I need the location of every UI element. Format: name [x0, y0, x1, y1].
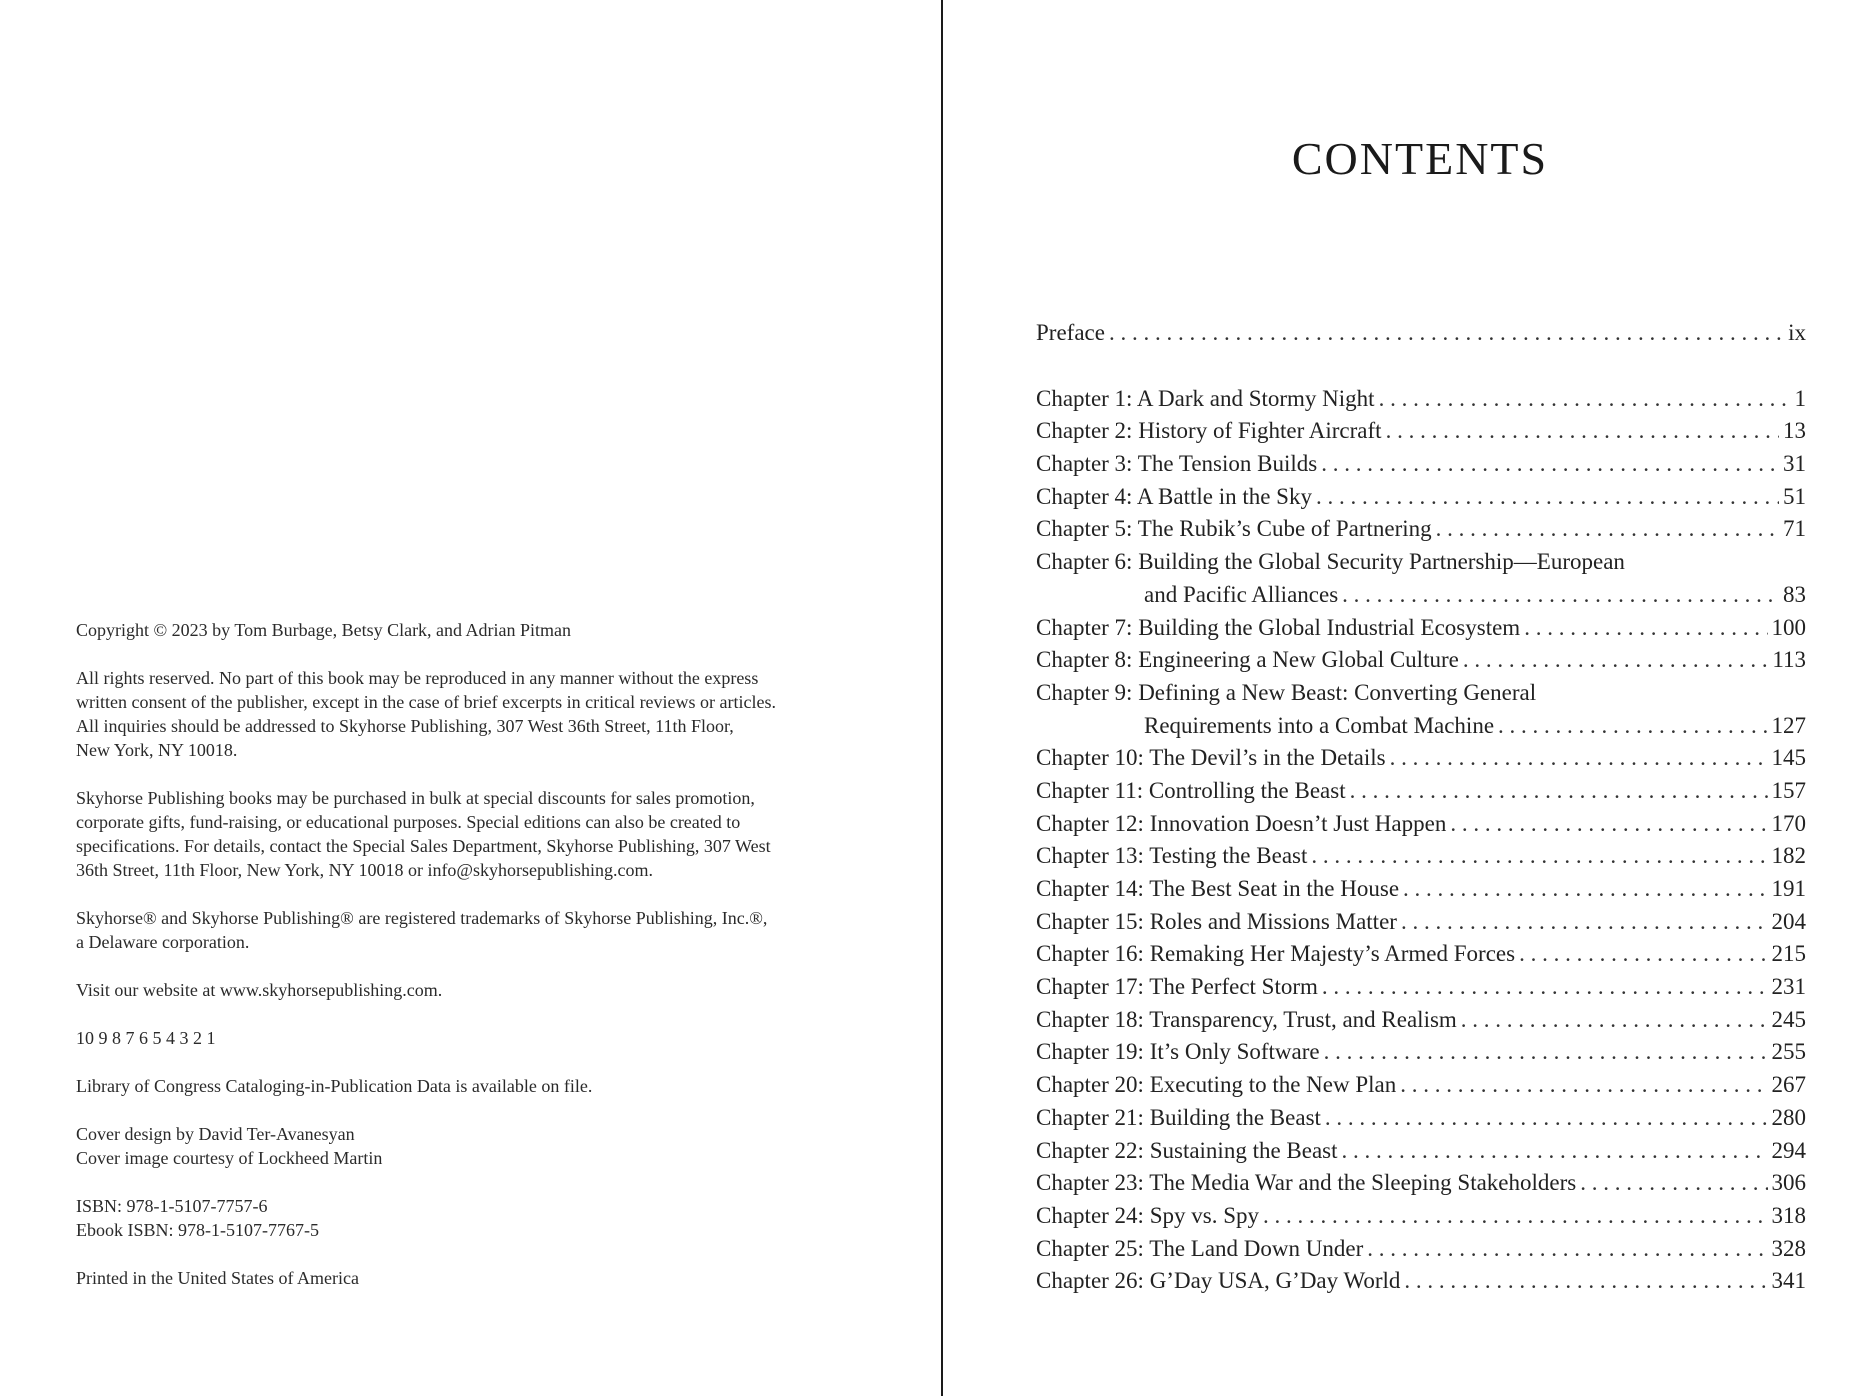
toc-entry-chapter[interactable]: [1036, 1200, 1806, 1233]
dot-leader: [1450, 808, 1767, 841]
dot-leader: [1379, 383, 1791, 416]
bulk-sales-paragraph: [76, 786, 846, 882]
rights-line: written consent of the publisher, except in the case of brief excerpts in critical reviews or articles.: [76, 692, 777, 712]
toc-entry-label: Chapter 3: The Tension Builds: [1036, 451, 1318, 477]
rights-line: All rights reserved. No part of this book may be reproduced in any manner without the express: [76, 668, 759, 688]
toc-entry-label: Chapter 19: It’s Only Software: [1036, 1039, 1320, 1065]
isbn-block: [76, 1194, 846, 1242]
toc-entry-chapter[interactable]: [1036, 906, 1806, 939]
toc-entry-label: Chapter 20: Executing to the New Plan: [1036, 1072, 1397, 1098]
toc-entry-chapter[interactable]: [1036, 1004, 1806, 1037]
toc-entry-chapter[interactable]: [1036, 1102, 1806, 1135]
dot-leader: [1342, 1135, 1768, 1168]
toc-page-number: 215: [1771, 941, 1806, 967]
toc-entry-label: Chapter 23: The Media War and the Sleeping Stakeholders: [1036, 1170, 1577, 1196]
toc-entry-chapter[interactable]: [1036, 1135, 1806, 1168]
toc-entry-chapter[interactable]: [1036, 971, 1806, 1004]
toc-entry-label: Chapter 14: The Best Seat in the House: [1036, 876, 1400, 901]
toc-entry-label: Chapter 25: The Land Down Under: [1036, 1235, 1364, 1261]
printing-numbers: 10 9 8 7 6 5 4 3 2 1: [76, 1028, 216, 1048]
toc-entry-continuation[interactable]: [1036, 710, 1806, 743]
rights-line: All inquiries should be addressed to Skyhorse Publishing, 307 West 36th Street, 11th Floor,: [76, 716, 734, 736]
toc-entry-chapter[interactable]: [1036, 840, 1806, 873]
toc-page-number: 255: [1771, 1039, 1806, 1065]
toc-entry-label: Chapter 21: Building the Beast: [1036, 1104, 1321, 1130]
toc-entry-chapter[interactable]: [1036, 415, 1806, 448]
toc-entry-continuation-label: and Pacific Alliances: [1144, 581, 1339, 607]
dot-leader: [1498, 710, 1767, 743]
cover-image-line: Cover image courtesy of Lockheed Martin: [76, 1148, 383, 1168]
toc-page-number: 1: [1794, 385, 1806, 411]
trademark-line: a Delaware corporation.: [76, 932, 250, 952]
dot-leader: [1436, 513, 1779, 546]
dot-leader: [1367, 1233, 1767, 1266]
cip-line: Library of Congress Cataloging-in-Publication Data is available on file.: [76, 1076, 593, 1096]
dot-leader: [1390, 742, 1768, 775]
dot-leader: [1109, 317, 1784, 350]
rights-reserved-paragraph: [76, 666, 846, 762]
bulk-line: 36th Street, 11th Floor, New York, NY 10018 or info@skyhorsepublishing.com.: [76, 860, 654, 880]
toc-page-number: 182: [1771, 843, 1806, 869]
bulk-line: specifications. For details, contact the Special Sales Department, Skyhorse Publishing, 307 West: [76, 836, 771, 856]
page-gutter-divider: [941, 0, 943, 1396]
dot-leader: [1322, 971, 1768, 1004]
toc-entry-label: Chapter 26: G’Day USA, G’Day World: [1036, 1268, 1401, 1294]
dot-leader: [1524, 612, 1767, 645]
toc-entry-chapter[interactable]: [1036, 612, 1806, 645]
toc-entry-label: Chapter 6: Building the Global Security Partnership—European: [1036, 549, 1625, 575]
dot-leader: [1400, 1069, 1767, 1102]
toc-entry-label: Chapter 18: Transparency, Trust, and Realism: [1036, 1006, 1457, 1032]
dot-leader: [1324, 1036, 1768, 1069]
dot-leader: [1342, 579, 1779, 612]
toc-entry-label: Chapter 9: Defining a New Beast: Converting General: [1036, 679, 1537, 705]
toc-entry-chapter[interactable]: [1036, 1233, 1806, 1266]
toc-entry-chapter[interactable]: [1036, 481, 1806, 514]
toc-entry-chapter[interactable]: [1036, 546, 1806, 579]
toc-entry-label: Chapter 11: Controlling the Beast: [1036, 777, 1346, 803]
dot-leader: [1519, 938, 1767, 971]
toc-entry-label: Preface: [1036, 320, 1105, 345]
website-line: Visit our website at www.skyhorsepublishing.com.: [76, 980, 443, 1000]
dot-leader: [1311, 840, 1767, 873]
toc-entry-chapter[interactable]: [1036, 677, 1806, 710]
cover-credits: [76, 1122, 846, 1170]
dot-leader: [1580, 1167, 1767, 1200]
toc-entry-chapter[interactable]: [1036, 938, 1806, 971]
rights-line: New York, NY 10018.: [76, 740, 238, 760]
toc-page-number: 127: [1771, 712, 1806, 738]
printed-in-line: Printed in the United States of America: [76, 1268, 359, 1288]
toc-page-number: 204: [1771, 908, 1806, 934]
dot-leader: [1350, 775, 1768, 808]
dot-leader: [1263, 1200, 1768, 1233]
toc-page-number: 267: [1771, 1072, 1806, 1098]
toc-page-number: ix: [1788, 320, 1806, 345]
toc-page-number: 71: [1783, 516, 1806, 542]
toc-page-number: 100: [1771, 614, 1806, 640]
toc-page-number: 157: [1771, 777, 1806, 803]
toc-entry-chapter[interactable]: [1036, 448, 1806, 481]
toc-entry-label: Chapter 16: Remaking Her Majesty’s Armed Forces: [1036, 941, 1516, 967]
toc-entry-label: Chapter 17: The Perfect Storm: [1036, 974, 1318, 1000]
dot-leader: [1325, 1102, 1768, 1135]
toc-entry-chapter[interactable]: [1036, 513, 1806, 546]
toc-entry-chapter[interactable]: [1036, 873, 1806, 906]
toc-entry-chapter[interactable]: [1036, 1036, 1806, 1069]
toc-entry-label: Chapter 5: The Rubik’s Cube of Partnering: [1036, 516, 1432, 542]
toc-entry-chapter[interactable]: [1036, 1265, 1806, 1298]
toc-entry-chapter[interactable]: [1036, 383, 1806, 416]
table-of-contents: [1036, 317, 1806, 1298]
toc-page-number: 13: [1783, 418, 1806, 444]
toc-page-number: 245: [1771, 1006, 1806, 1032]
toc-page-number: 318: [1771, 1202, 1806, 1228]
toc-page-number: 328: [1771, 1235, 1806, 1261]
dot-leader: [1404, 1265, 1767, 1298]
toc-page-number: 145: [1771, 745, 1806, 771]
toc-entry-chapter[interactable]: [1036, 742, 1806, 775]
toc-page-number: 294: [1771, 1137, 1806, 1163]
toc-entry-chapter[interactable]: [1036, 808, 1806, 841]
toc-page-number: 231: [1771, 974, 1806, 1000]
toc-entry-label: Chapter 15: Roles and Missions Matter: [1036, 908, 1397, 934]
dot-leader: [1401, 906, 1768, 939]
dot-leader: [1403, 873, 1767, 906]
bulk-line: Skyhorse Publishing books may be purchased in bulk at special discounts for sales promotion,: [76, 788, 755, 808]
toc-page-number: 51: [1783, 483, 1806, 509]
toc-entry-label: Chapter 10: The Devil’s in the Details: [1036, 745, 1386, 771]
dot-leader: [1386, 415, 1779, 448]
toc-entry-chapter[interactable]: [1036, 775, 1806, 808]
toc-entry-label: Chapter 24: Spy vs. Spy: [1036, 1202, 1259, 1228]
toc-page-number: 113: [1772, 647, 1806, 673]
copyright-line: Copyright © 2023 by Tom Burbage, Betsy Clark, and Adrian Pitman: [76, 620, 572, 640]
toc-entry-label: Chapter 4: A Battle in the Sky: [1036, 483, 1312, 509]
dot-leader: [1461, 1004, 1768, 1037]
toc-entry-label: Chapter 7: Building the Global Industrial Ecosystem: [1036, 614, 1521, 640]
bulk-line: corporate gifts, fund-raising, or educational purposes. Special editions can also be created to: [76, 812, 741, 832]
toc-entry-chapter[interactable]: [1036, 1069, 1806, 1102]
toc-entry-label: Chapter 2: History of Fighter Aircraft: [1036, 418, 1382, 444]
copyright-page: [76, 618, 846, 1314]
toc-page-number: 306: [1771, 1170, 1806, 1196]
trademark-line: Skyhorse® and Skyhorse Publishing® are registered trademarks of Skyhorse Publishing, Inc.®,: [76, 908, 768, 928]
toc-entry-preface[interactable]: [1036, 317, 1806, 350]
toc-entry-label: Chapter 22: Sustaining the Beast: [1036, 1137, 1338, 1163]
dot-leader: [1316, 481, 1779, 514]
toc-entry-label: Chapter 13: Testing the Beast: [1036, 843, 1308, 869]
toc-entry-chapter[interactable]: [1036, 644, 1806, 677]
toc-entry-chapter[interactable]: [1036, 1167, 1806, 1200]
toc-page-number: 191: [1771, 876, 1806, 901]
toc-entry-continuation[interactable]: [1036, 579, 1806, 612]
contents-title: CONTENTS: [1291, 133, 1549, 184]
dot-leader: [1463, 644, 1769, 677]
ebook-isbn-line: Ebook ISBN: 978-1-5107-7767-5: [76, 1220, 319, 1240]
toc-page-number: 170: [1771, 810, 1806, 836]
toc-entry-label: Chapter 1: A Dark and Stormy Night: [1036, 385, 1375, 411]
trademark-paragraph: [76, 906, 846, 954]
toc-page-number: 280: [1771, 1104, 1806, 1130]
toc-entry-label: Chapter 8: Engineering a New Global Culture: [1036, 647, 1459, 673]
toc-entry-label: Chapter 12: Innovation Doesn’t Just Happen: [1036, 810, 1447, 836]
isbn-line: ISBN: 978-1-5107-7757-6: [76, 1196, 268, 1216]
toc-page-number: 83: [1783, 581, 1806, 607]
cover-design-line: Cover design by David Ter-Avanesyan: [76, 1124, 355, 1144]
toc-page-number: 31: [1783, 451, 1806, 477]
toc-entry-continuation-label: Requirements into a Combat Machine: [1144, 712, 1495, 738]
dot-leader: [1321, 448, 1779, 481]
toc-page-number: 341: [1771, 1268, 1806, 1294]
